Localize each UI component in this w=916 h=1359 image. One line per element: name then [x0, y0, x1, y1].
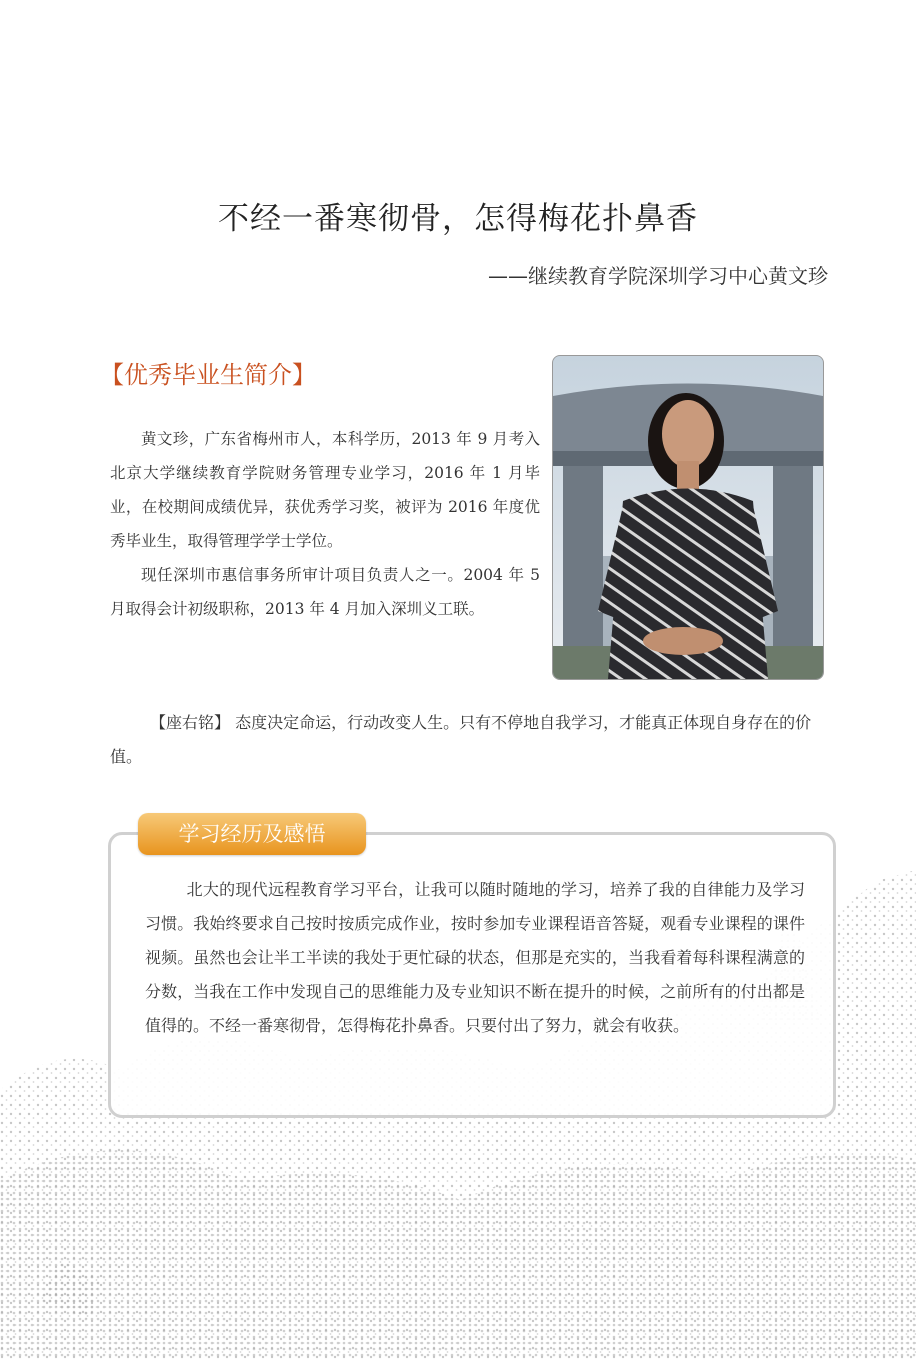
study-tab: 学习经历及感悟	[138, 813, 366, 855]
motto	[110, 706, 830, 774]
page-subtitle: ——继续教育学院深圳学习中心黄文珍	[488, 264, 828, 288]
profile-heading: 【优秀毕业生简介】	[100, 361, 316, 389]
graduate-photo	[552, 355, 824, 680]
motto-text: 态度决定命运，行动改变人生。只有不停地自我学习，才能真正体现自身存在的价值。	[110, 713, 812, 766]
bio-paragraph: 现任深圳市惠信事务所审计项目负责人之一。2004 年 5 月取得会计初级职称，2013 年 4 月加入深圳义工联。	[110, 566, 540, 618]
motto-label: 【座右铭】	[150, 713, 231, 732]
bio-paragraph: 黄文珍，广东省梅州市人，本科学历，2013 年 9 月考入北京大学继续教育学院财务管理专业学习，2016 年 1 月毕业，在校期间成绩优异，获优秀学习奖，被评为 2016 年度优秀毕业生，取得管理学学士学位。	[110, 430, 540, 550]
profile-bio	[110, 422, 540, 626]
page-title: 不经一番寒彻骨，怎得梅花扑鼻香	[218, 201, 698, 237]
study-text: 北大的现代远程教育学习平台，让我可以随时随地的学习，培养了我的自律能力及学习习惯。我始终要求自己按时按质完成作业，按时参加专业课程语音答疑，观看专业课程的课件视频。虽然也会让半工半读的我处于更忙碌的状态，但那是充实的，当我看着每科课程满意的分数，当我在工作中发现自己的思维能力及专业知识不断在提升的时候，之前所有的付出都是值得的。不经一番寒彻骨，怎得梅花扑鼻香。只要付出了努力，就会有收获。	[145, 880, 805, 1035]
